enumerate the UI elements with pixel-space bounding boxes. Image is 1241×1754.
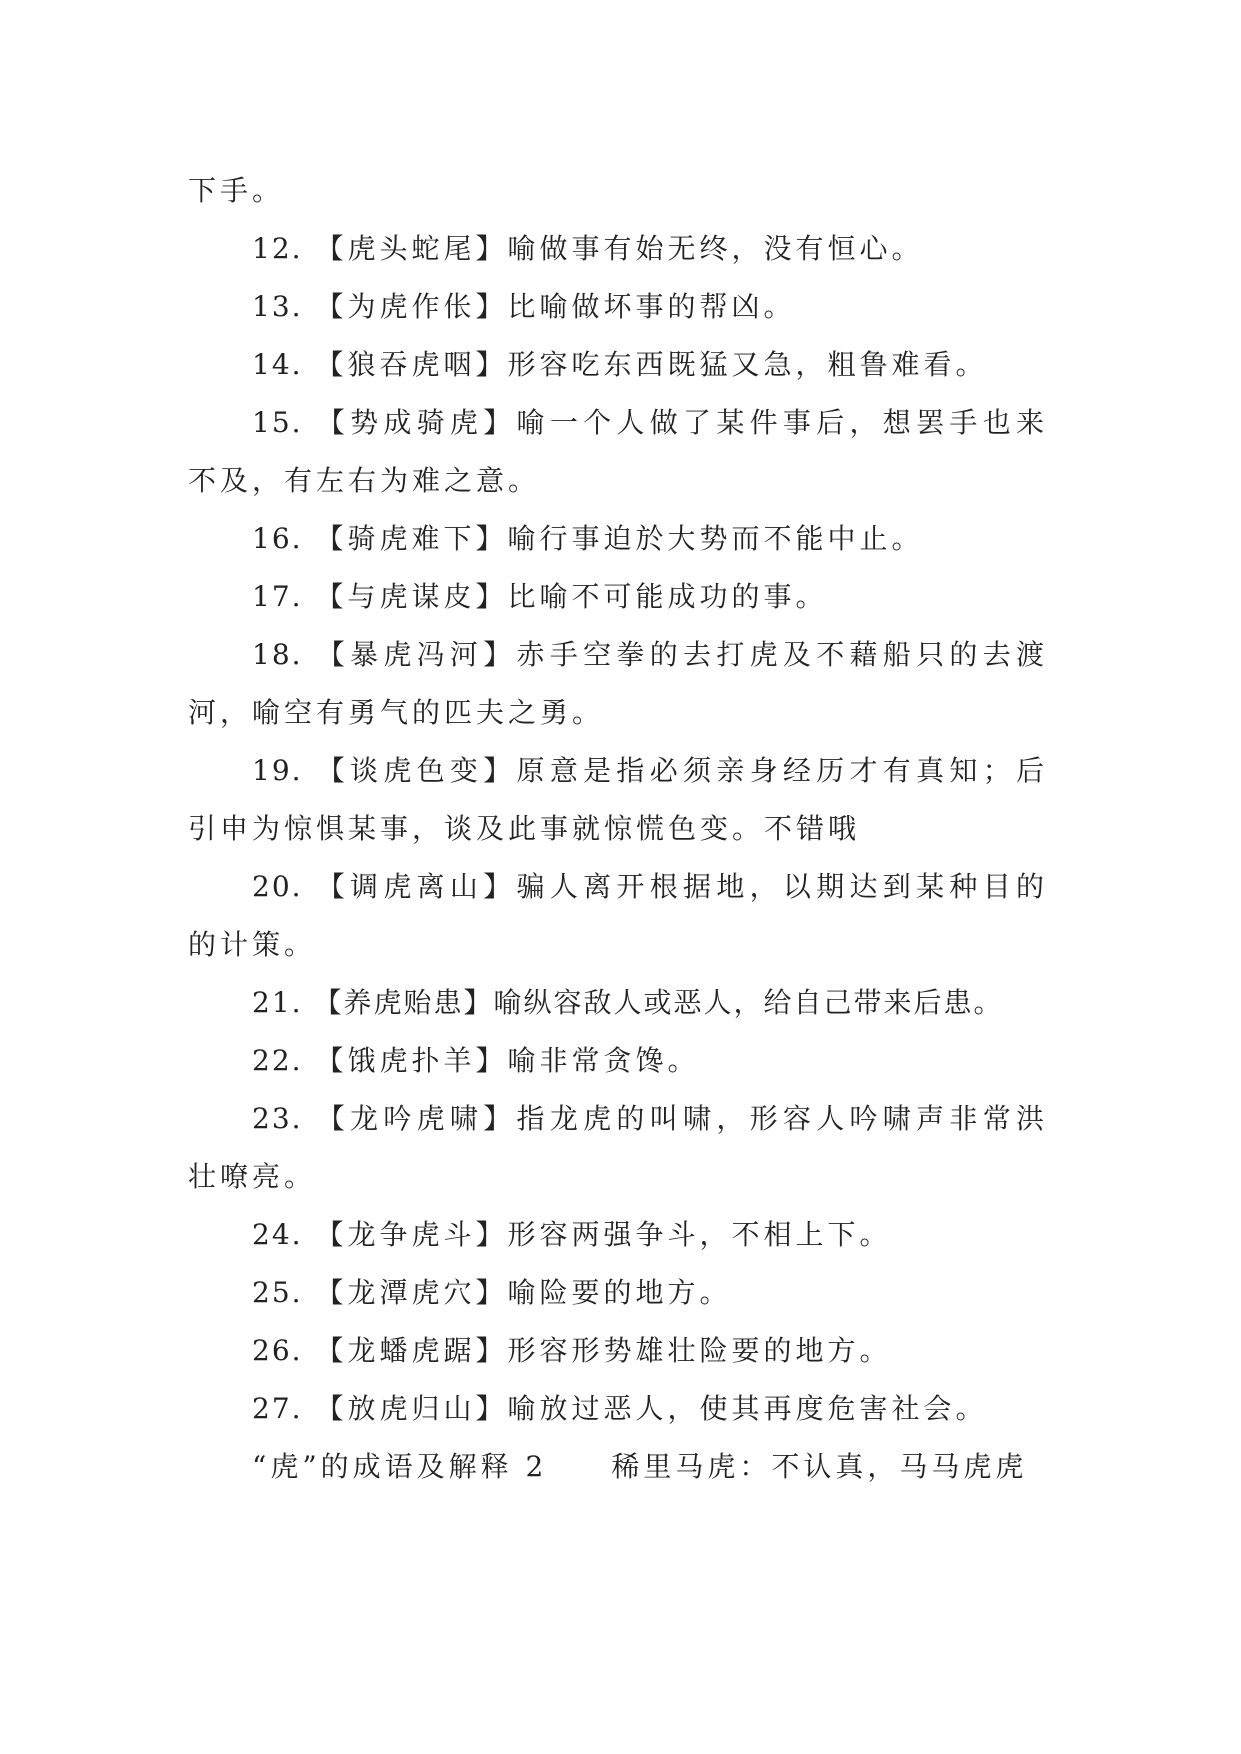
idiom-entry-17 [188, 568, 1048, 626]
idiom-definition: 赤手空拳的去打虎及不藉船只的去渡河，喻空有勇气的匹夫之勇。 [188, 638, 1048, 729]
entry-number: 20. [252, 870, 303, 903]
entry-number: 26. [252, 1334, 303, 1367]
paragraph-continuation [188, 162, 1048, 220]
idiom-definition: 形容吃东西既猛又急，粗鲁难看。 [507, 348, 988, 381]
idiom-entry-19 [188, 742, 1048, 858]
entry-number: 14. [252, 348, 303, 381]
entry-number: 27. [252, 1392, 303, 1425]
idiom-term: 【狼吞虎咽】 [315, 348, 508, 381]
idiom-entry-25 [188, 1264, 1048, 1322]
continuation-text: 下手。 [188, 174, 285, 207]
idiom-definition: 形容形势雄壮险要的地方。 [507, 1334, 892, 1367]
idiom-definition: 比喻做坏事的帮凶。 [507, 290, 796, 323]
idiom-term: 【龙潭虎穴】 [315, 1276, 508, 1309]
idiom-term: 【势成骑虎】 [316, 406, 517, 439]
idiom-entry-20 [188, 858, 1048, 974]
idiom-term: 【放虎归山】 [315, 1392, 508, 1425]
idiom-term: 【骑虎难下】 [315, 522, 508, 555]
idiom-entry-13 [188, 278, 1048, 336]
idiom-definition: 喻行事迫於大势而不能中止。 [507, 522, 924, 555]
idiom-definition: 比喻不可能成功的事。 [507, 580, 828, 613]
idiom-definition: 喻放过恶人，使其再度危害社会。 [507, 1392, 988, 1425]
idiom-term: 【暴虎冯河】 [316, 638, 517, 671]
idiom-entry-24 [188, 1206, 1048, 1264]
entry-number: 16. [252, 522, 303, 555]
idiom-term: 【龙争虎斗】 [315, 1218, 508, 1251]
idiom-term: 【与虎谋皮】 [315, 580, 508, 613]
entry-number: 22. [252, 1044, 303, 1077]
entry-number: 21. [252, 986, 303, 1019]
entry-number: 25. [252, 1276, 303, 1309]
entry-number: 18. [252, 638, 303, 671]
idiom-entry-23 [188, 1090, 1048, 1206]
idiom-entry-16 [188, 510, 1048, 568]
idiom-entry-15 [188, 394, 1048, 510]
entry-number: 17. [252, 580, 303, 613]
idiom-entry-26 [188, 1322, 1048, 1380]
idiom-definition: 骗人离开根据地，以期达到某种目的的计策。 [188, 870, 1048, 961]
idiom-term: 【调虎离山】 [316, 870, 517, 903]
entry-number: 23. [252, 1102, 303, 1135]
idiom-term: 【为虎作伥】 [315, 290, 508, 323]
idiom-term: 【龙蟠虎踞】 [315, 1334, 508, 1367]
entry-number: 19. [252, 754, 303, 787]
document-body [188, 162, 1048, 1496]
idiom-entry-21 [188, 974, 1048, 1032]
idiom-term: 【虎头蛇尾】 [315, 232, 508, 265]
section-entry: 稀里马虎：不认真，马马虎虎 [611, 1450, 1028, 1483]
section-paragraph [188, 1438, 1048, 1496]
idiom-entry-14 [188, 336, 1048, 394]
idiom-definition: 喻做事有始无终，没有恒心。 [507, 232, 924, 265]
entry-number: 13. [252, 290, 303, 323]
idiom-entry-27 [188, 1380, 1048, 1438]
idiom-term: 【饿虎扑羊】 [315, 1044, 508, 1077]
idiom-entry-22 [188, 1032, 1048, 1090]
idiom-definition: 喻非常贪馋。 [507, 1044, 700, 1077]
entry-number: 15. [252, 406, 303, 439]
idiom-term: 【谈虎色变】 [316, 754, 517, 787]
idiom-definition: 指龙虎的叫啸，形容人吟啸声非常洪壮嘹亮。 [188, 1102, 1048, 1193]
idiom-definition: 原意是指必须亲身经历才有真知；后引申为惊惧某事，谈及此事就惊慌色变。不错哦 [188, 754, 1048, 845]
idiom-definition: 喻纵容敌人或恶人，给自己带来后患。 [493, 986, 1004, 1019]
idiom-definition: 喻一个人做了某件事后，想罢手也来不及，有左右为难之意。 [188, 406, 1048, 497]
idiom-term: 【养虎贻患】 [313, 986, 494, 1019]
entry-number: 24. [252, 1218, 303, 1251]
idiom-definition: 形容两强争斗，不相上下。 [507, 1218, 892, 1251]
idiom-definition: 喻险要的地方。 [507, 1276, 732, 1309]
entry-number: 12. [252, 232, 303, 265]
section-heading: “虎”的成语及解释 2 [252, 1450, 548, 1483]
idiom-entry-18 [188, 626, 1048, 742]
idiom-entry-12 [188, 220, 1048, 278]
idiom-term: 【龙吟虎啸】 [316, 1102, 517, 1135]
